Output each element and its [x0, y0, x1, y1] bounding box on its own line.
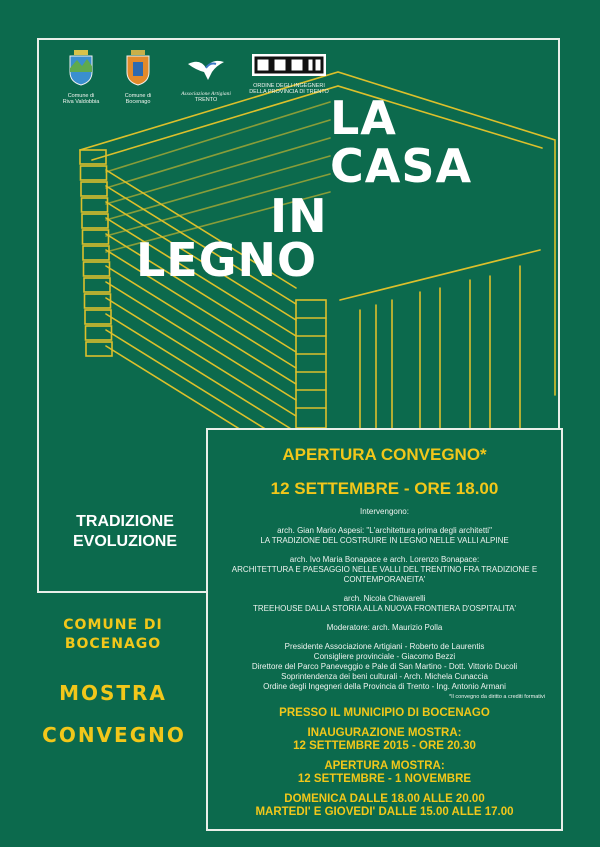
eagle-icon — [186, 56, 226, 84]
logo-caption-line1: Comune di — [67, 93, 95, 99]
speaker-3: arch. Nicola Chiavarelli — [343, 594, 426, 603]
logo-caption-line2: Bocenago — [125, 99, 151, 105]
title-line-casa: CASA — [330, 139, 473, 193]
speaker-3-topic: TREEHOUSE DALLA STORIA ALLA NUOVA FRONTIERA D'OSPITALITA' — [253, 604, 516, 613]
logo-associazione-artigiani — [172, 56, 240, 103]
comune-line2: BOCENAGO — [64, 636, 162, 652]
info-location: PRESSO IL MUNICIPIO DI BOCENAGO — [279, 707, 490, 719]
guest-item: Presidente Associazione Artigiani - Roberto de Laurentis — [284, 642, 485, 651]
convegno-label: CONVEGNO — [42, 723, 186, 747]
logo-caption-line1: ORDINE DEGLI INGEGNERI — [253, 83, 325, 89]
subtitle — [58, 512, 192, 552]
box-heading-2: 12 SETTEMBRE - ORE 18.00 — [270, 479, 499, 498]
info-inaugurazione-date: 12 SETTEMBRE 2015 - ORE 20.30 — [293, 740, 476, 752]
subtitle-line2: EVOLUZIONE — [72, 533, 177, 550]
speaker-2-topic: ARCHITETTURA E PAESAGGIO NELLE VALLI DEL TRENTINO FRA TRADIZIONE E CONTEMPORANEITA' — [231, 565, 538, 584]
box-heading-1: APERTURA CONVEGNO* — [282, 445, 487, 464]
title-line-in: IN — [270, 189, 328, 243]
info-hours-sunday: DOMENICA DALLE 18.00 ALLE 20.00 — [284, 792, 485, 805]
logo-caption-line2: Riva Valdobbia — [62, 99, 100, 105]
info-apertura-label: APERTURA MOSTRA: — [324, 759, 445, 772]
comune-line1: COMUNE DI — [63, 617, 163, 633]
logo-caption-line2: DELLA PROVINCIA DI TRENTO — [249, 89, 329, 95]
ordine-ingegneri-mark-icon — [252, 54, 326, 76]
logo-comune-riva-valdobbia — [56, 50, 106, 105]
subtitle-line1: TRADIZIONE — [76, 513, 174, 530]
comune-label — [38, 616, 188, 654]
moderatore: Moderatore: arch. Maurizio Polla — [326, 623, 443, 632]
guest-item: Direttore del Parco Paneveggio e Pale di San Martino - Dott. Vittorio Ducoli — [251, 662, 518, 671]
guest-item: Soprintendenza dei beni culturali - Arch. Michela Cunaccia — [281, 672, 488, 681]
speaker-1-topic: LA TRADIZIONE DEL COSTRUIRE IN LEGNO NELLE VALLI ALPINE — [260, 536, 509, 545]
title-line-la: LA — [330, 91, 397, 145]
crediti-note: *Il convegno da diritto a crediti formativi — [449, 694, 545, 700]
logo-caption-line1: Associazione Artigiani — [181, 91, 231, 97]
event-info-box — [206, 428, 563, 831]
mostra-label: MOSTRA — [59, 681, 167, 705]
title-line-legno: LEGNO — [136, 233, 318, 287]
info-apertura-dates: 12 SETTEMBRE - 1 NOVEMBRE — [297, 773, 472, 785]
logo-caption-line1: Comune di — [124, 93, 152, 99]
speaker-1: arch. Gian Mario Aspesi: "L'architettura prima degli architetti" — [277, 526, 492, 535]
info-hours-weekdays: MARTEDI' E GIOVEDI' DALLE 15.00 ALLE 17.00 — [255, 806, 514, 818]
logo-caption-line2: TRENTO — [194, 97, 218, 103]
logo-comune-bocenago — [113, 50, 163, 105]
guest-item: Consigliere provinciale - Giacomo Bezzi — [313, 652, 456, 661]
intervengono-label: Intervengono: — [360, 507, 409, 516]
info-inaugurazione-label: INAUGURAZIONE MOSTRA: — [307, 726, 462, 739]
logo-ordine-ingegneri — [246, 54, 332, 95]
coat-of-arms-icon — [125, 50, 151, 86]
speaker-2: arch. Ivo Maria Bonapace e arch. Lorenzo Bonapace: — [289, 555, 480, 564]
guest-item: Ordine degli Ingegneri della Provincia di Trento - Ing. Antonio Armani — [263, 682, 506, 691]
coat-of-arms-icon — [68, 50, 94, 86]
